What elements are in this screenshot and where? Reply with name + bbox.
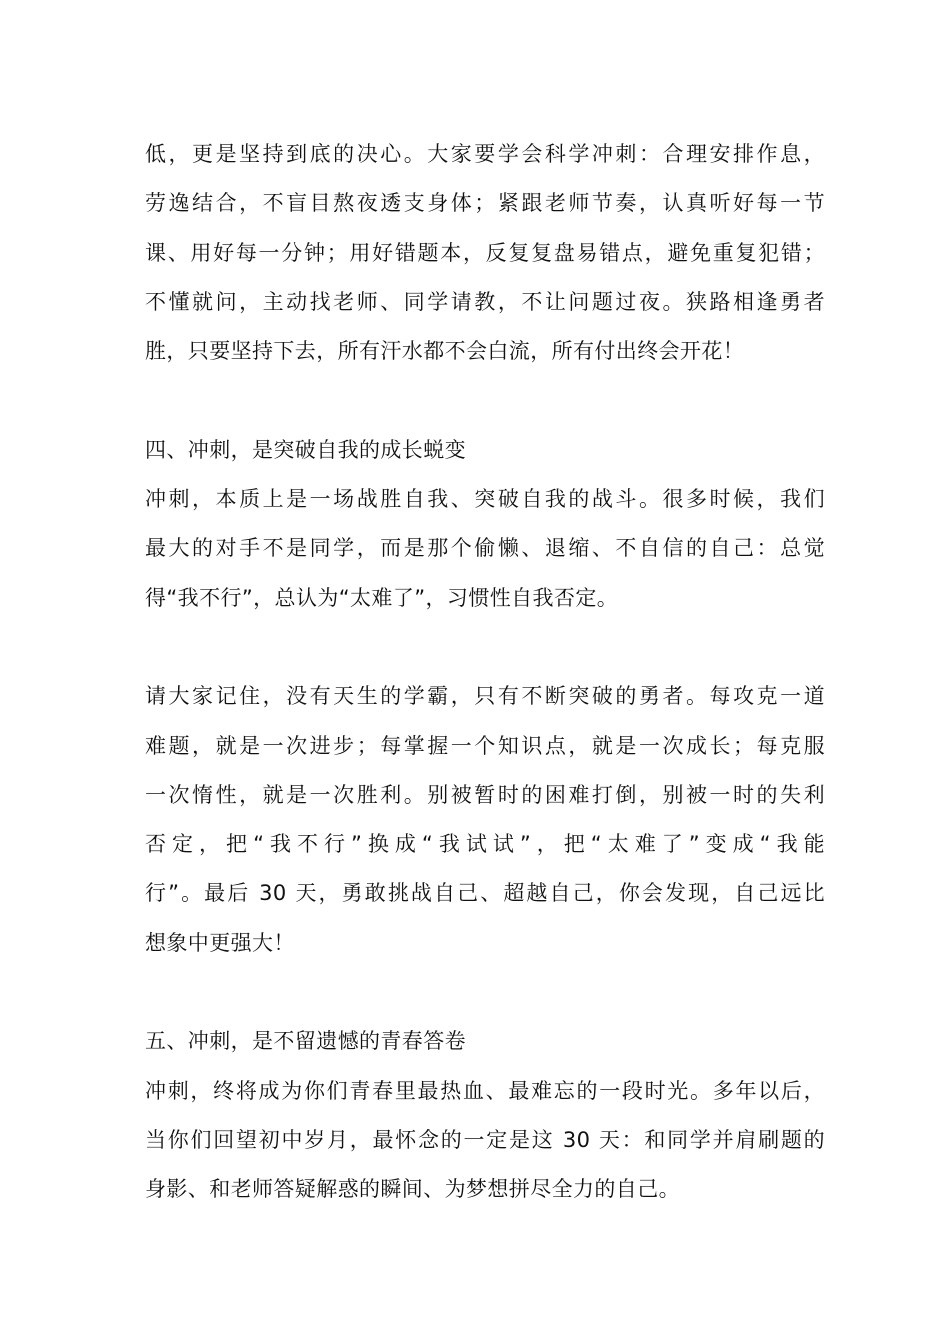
section4-paragraph-2	[145, 672, 825, 968]
section4-paragraph-1	[145, 475, 825, 623]
text-line: 当你们回望初中岁月，最怀念的一定是这 30 天：和同学并肩刷题的	[145, 1127, 825, 1152]
text-line: 冲刺，终将成为你们青春里最热血、最难忘的一段时光。多年以后，	[145, 1078, 825, 1103]
text-line: 想象中更强大！	[145, 930, 295, 955]
paragraph-gap	[145, 623, 825, 672]
text-line: 得“我不行”，总认为“太难了”，习惯性自我否定。	[145, 585, 619, 610]
text-line: 行”。最后 30 天，勇敢挑战自己、超越自己，你会发现，自己远比	[145, 881, 825, 906]
section5-heading: 五、冲刺，是不留遗憾的青春答卷	[145, 1029, 466, 1054]
paragraph-gap	[145, 968, 825, 1017]
text-line: 不懂就问，主动找老师、同学请教，不让问题过夜。狭路相逢勇者	[145, 289, 825, 314]
document-body	[145, 130, 825, 1215]
section5-paragraph-1	[145, 1067, 825, 1215]
text-line: 胜，只要坚持下去，所有汗水都不会白流，所有付出终会开花！	[145, 339, 745, 364]
text-line: 身影、和老师答疑解惑的瞬间、为梦想拼尽全力的自己。	[145, 1177, 680, 1202]
text-line: 请大家记住，没有天生的学霸，只有不断突破的勇者。每攻克一道	[145, 684, 825, 709]
text-line: 劳逸结合，不盲目熬夜透支身体；紧跟老师节奏，认真听好每一节	[145, 191, 825, 216]
text-line: 冲刺，本质上是一场战胜自我、突破自我的战斗。很多时候，我们	[145, 487, 825, 512]
paragraph-gap	[145, 376, 825, 425]
text-line: 一次惰性，就是一次胜利。别被暂时的困难打倒，别被一时的失利	[145, 782, 825, 807]
text-line: 否定，把“我不行”换成“我试试”，把“太难了”变成“我能	[145, 832, 825, 857]
text-line: 难题，就是一次进步；每掌握一个知识点，就是一次成长；每克服	[145, 733, 825, 758]
text-line: 课、用好每一分钟；用好错题本，反复复盘易错点，避免重复犯错；	[145, 240, 825, 265]
text-line: 最大的对手不是同学，而是那个偷懒、退缩、不自信的自己：总觉	[145, 536, 825, 561]
section4-heading: 四、冲刺，是突破自我的成长蜕变	[145, 437, 466, 462]
text-line: 低，更是坚持到底的决心。大家要学会科学冲刺：合理安排作息，	[145, 142, 825, 166]
section3-tail-paragraph	[145, 130, 825, 376]
